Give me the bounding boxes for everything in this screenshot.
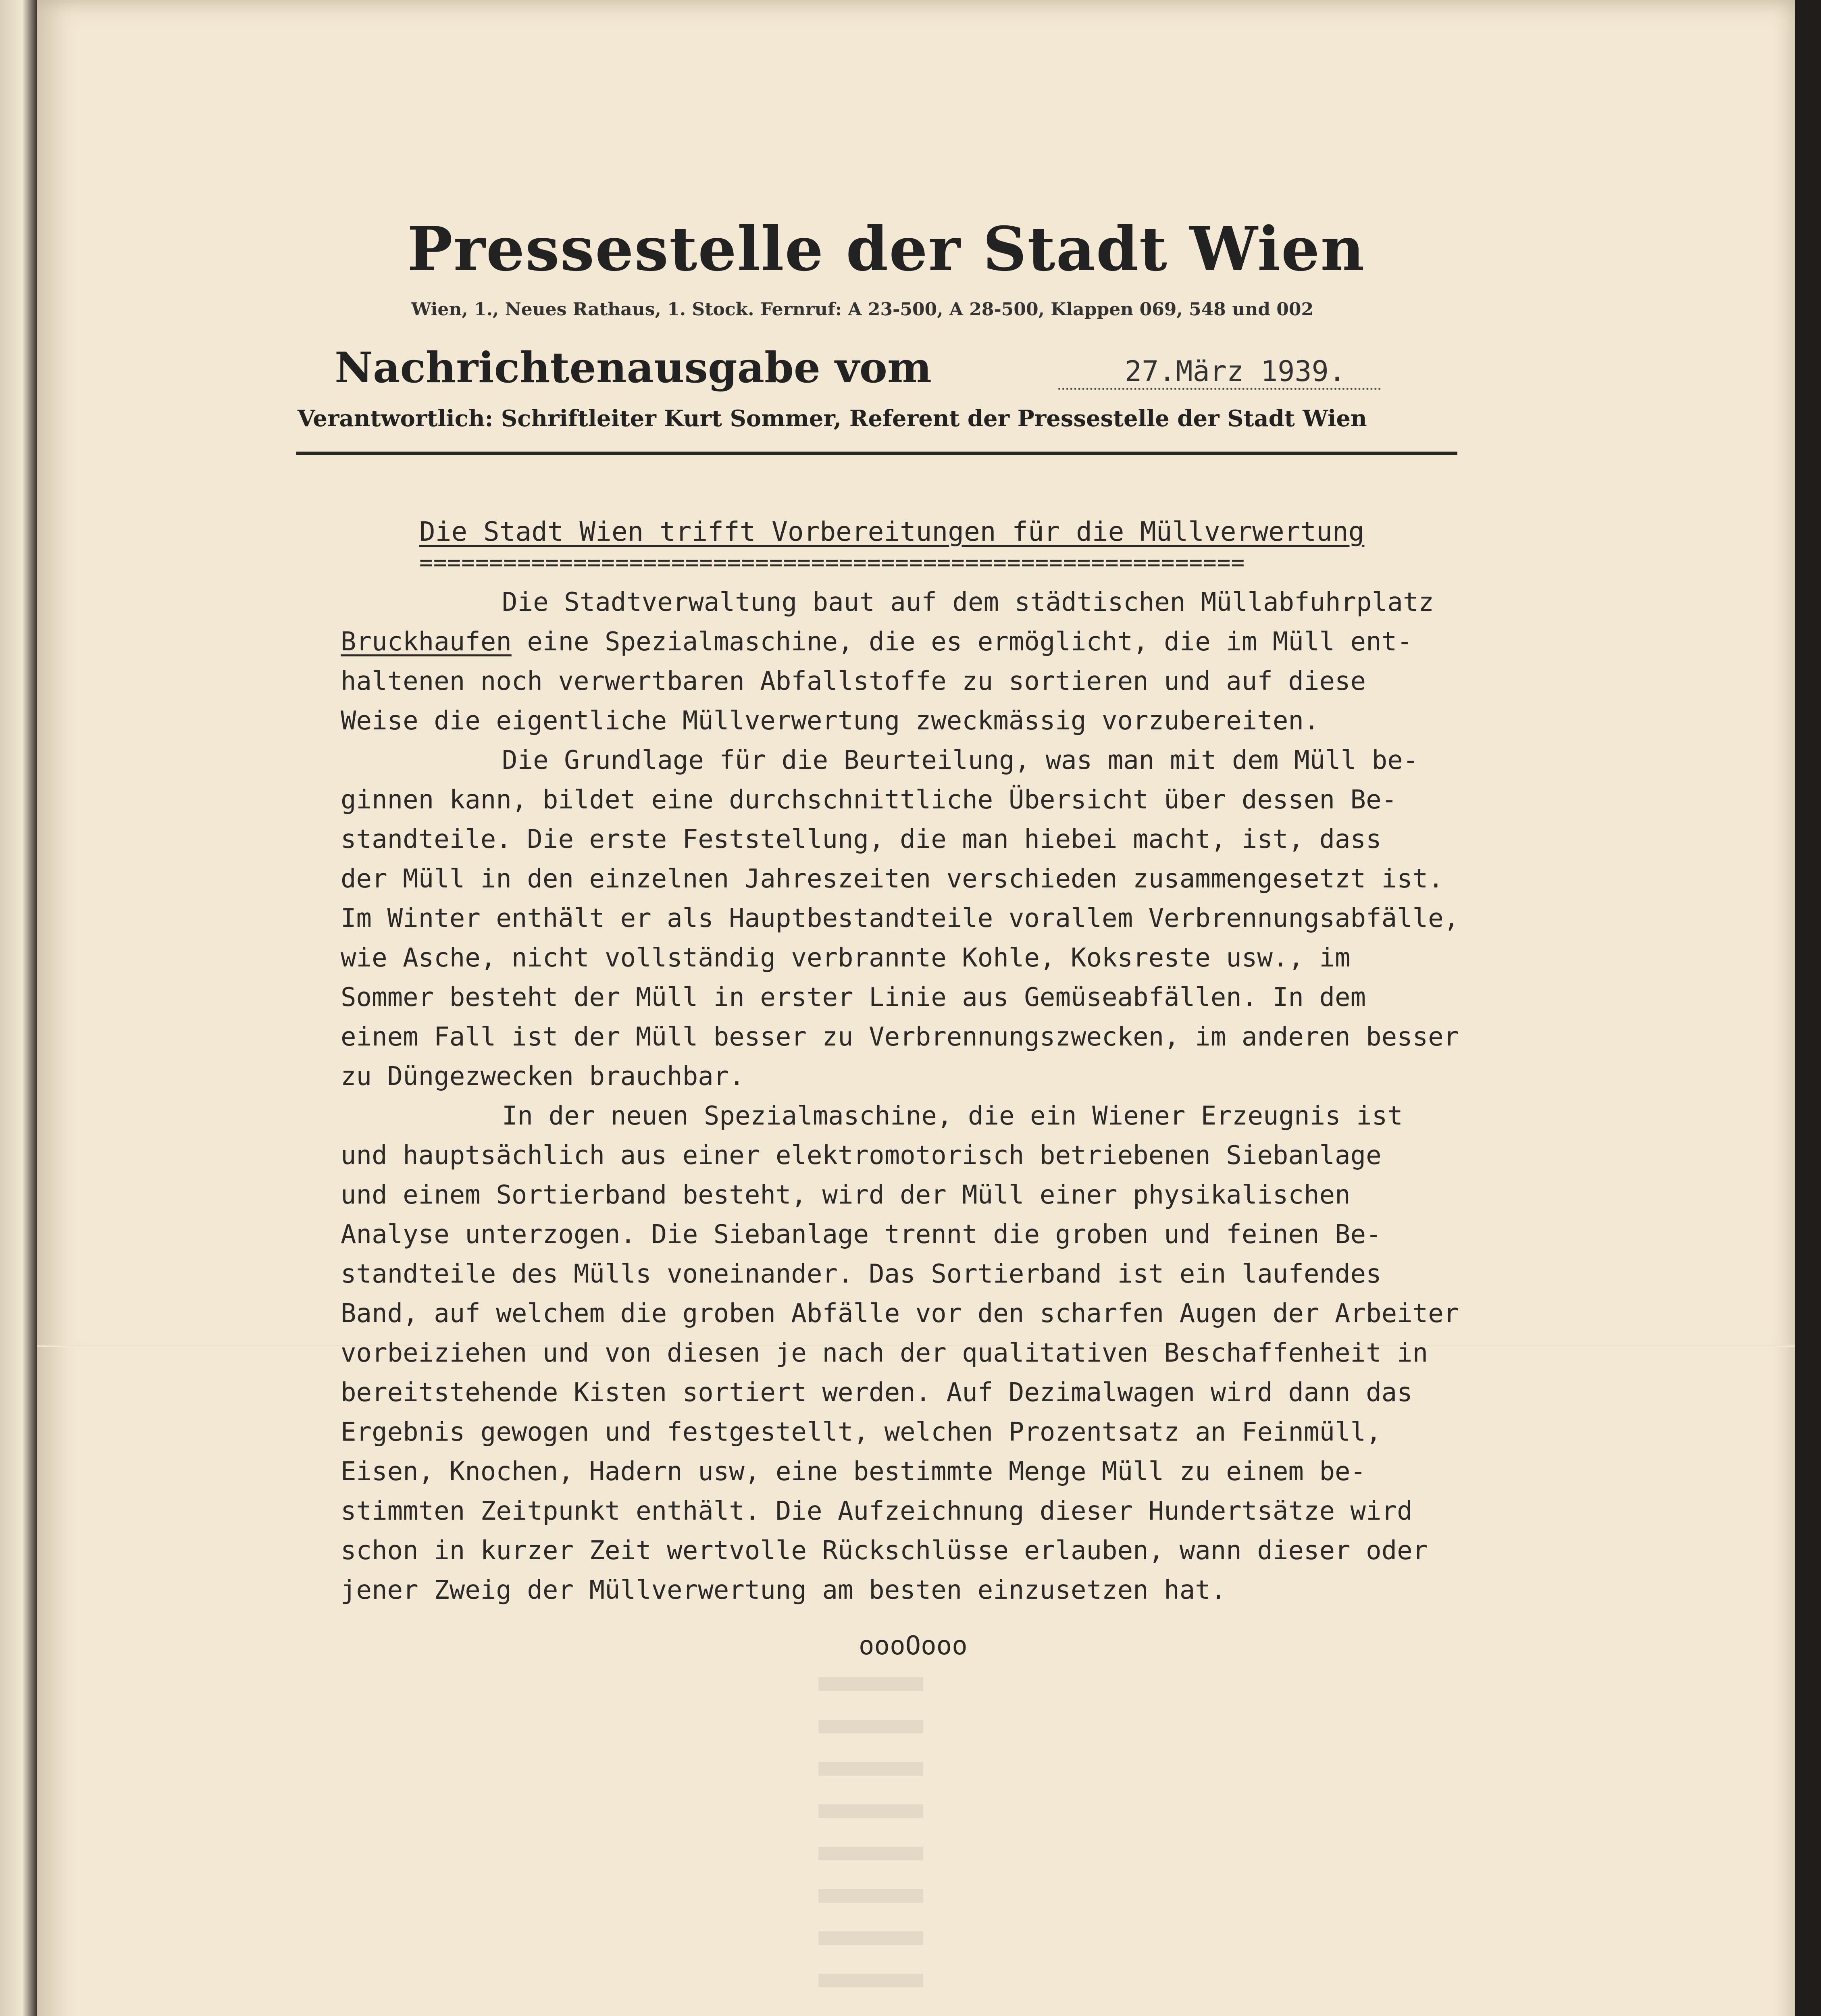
paragraph-2 xyxy=(341,741,1554,1096)
text-line: Ergebnis gewogen und festgestellt, welchen Prozentsatz an Feinmüll, xyxy=(341,1417,1382,1447)
bleed-through-marks xyxy=(818,1677,923,2016)
text-line: Analyse unterzogen. Die Siebanlage trennt die groben und feinen Be- xyxy=(341,1220,1382,1250)
title-double-rule: =========================================================== xyxy=(419,550,1245,576)
text-line: bereitstehende Kisten sortiert werden. Auf Dezimalwagen wird dann das xyxy=(341,1378,1413,1408)
text-line: Weise die eigentliche Müllverwertung zweckmässig vorzubereiten. xyxy=(341,706,1319,736)
text-line: und hauptsächlich aus einer elektromotorisch betriebenen Siebanlage xyxy=(341,1141,1382,1170)
text-line: zu Düngezwecken brauchbar. xyxy=(341,1062,745,1091)
text-fragment: eine Spezialmaschine, die es ermöglicht, die im Müll ent- xyxy=(511,627,1413,657)
text-line: Sommer besteht der Müll in erster Linie aus Gemüseabfällen. In dem xyxy=(341,983,1366,1012)
text-line: einem Fall ist der Müll besser zu Verbrennungszwecken, im anderen besser xyxy=(341,1022,1459,1052)
header-rule xyxy=(296,452,1457,455)
article-body xyxy=(341,583,1554,1610)
text-line xyxy=(341,622,1554,662)
text-line: Band, auf welchem die groben Abfälle vor den scharfen Augen der Arbeiter xyxy=(341,1299,1459,1329)
edition-label: Nachrichtenausgabe vom xyxy=(335,343,932,392)
text-line: jener Zweig der Müllverwertung am besten einzusetzen hat. xyxy=(341,1575,1226,1605)
adjacent-page-edge xyxy=(0,0,37,2016)
text-line: Eisen, Knochen, Hadern usw, eine bestimmte Menge Müll zu einem be- xyxy=(341,1457,1366,1487)
text-line: standteile des Mülls voneinander. Das Sortierband ist ein laufendes xyxy=(341,1259,1382,1289)
edition-date: 27.März 1939. xyxy=(1125,355,1346,388)
text-line: In der neuen Spezialmaschine, die ein Wiener Erzeugnis ist xyxy=(502,1101,1403,1131)
text-line: Im Winter enthält er als Hauptbestandteile vorallem Verbrennungsabfälle, xyxy=(341,904,1459,933)
text-line: Die Grundlage für die Beurteilung, was man mit dem Müll be- xyxy=(502,746,1419,775)
place-name: Bruckhaufen xyxy=(341,627,512,657)
text-line: schon in kurzer Zeit wertvolle Rückschlüsse erlauben, wann dieser oder xyxy=(341,1536,1428,1566)
article-title: Die Stadt Wien trifft Vorbereitungen für die Müllverwertung xyxy=(419,516,1365,547)
masthead-address: Wien, 1., Neues Rathaus, 1. Stock. Fernruf: A 23-500, A 28-500, Klappen 069, 548 und 002 xyxy=(411,299,1314,320)
scan-border xyxy=(1795,0,1821,2016)
text-line: der Müll in den einzelnen Jahreszeiten verschieden zusammengesetzt ist. xyxy=(341,864,1444,894)
end-mark: oooOooo xyxy=(859,1631,968,1661)
text-line: haltenen noch verwertbaren Abfallstoffe zu sortieren und auf diese xyxy=(341,666,1366,696)
paragraph-3 xyxy=(341,1096,1554,1610)
edition-dotted-line xyxy=(1058,388,1381,390)
text-line: wie Asche, nicht vollständig verbrannte Kohle, Koksreste usw., im xyxy=(341,943,1351,973)
text-line: ginnen kann, bildet eine durchschnittliche Übersicht über dessen Be- xyxy=(341,785,1397,815)
text-line: stimmten Zeitpunkt enthält. Die Aufzeichnung dieser Hundertsätze wird xyxy=(341,1496,1413,1526)
text-line: Die Stadtverwaltung baut auf dem städtischen Müllabfuhrplatz xyxy=(502,587,1434,617)
text-line: vorbeiziehen und von diesen je nach der qualitativen Beschaffenheit in xyxy=(341,1338,1428,1368)
responsible-editor: Verantwortlich: Schriftleiter Kurt Sommer, Referent der Pressestelle der Stadt Wien xyxy=(298,405,1367,432)
masthead-title: Pressestelle der Stadt Wien xyxy=(407,214,1365,285)
text-line: standteile. Die erste Feststellung, die man hiebei macht, ist, dass xyxy=(341,825,1382,854)
paragraph-1 xyxy=(341,583,1554,741)
text-line: und einem Sortierband besteht, wird der Müll einer physikalischen xyxy=(341,1180,1351,1210)
